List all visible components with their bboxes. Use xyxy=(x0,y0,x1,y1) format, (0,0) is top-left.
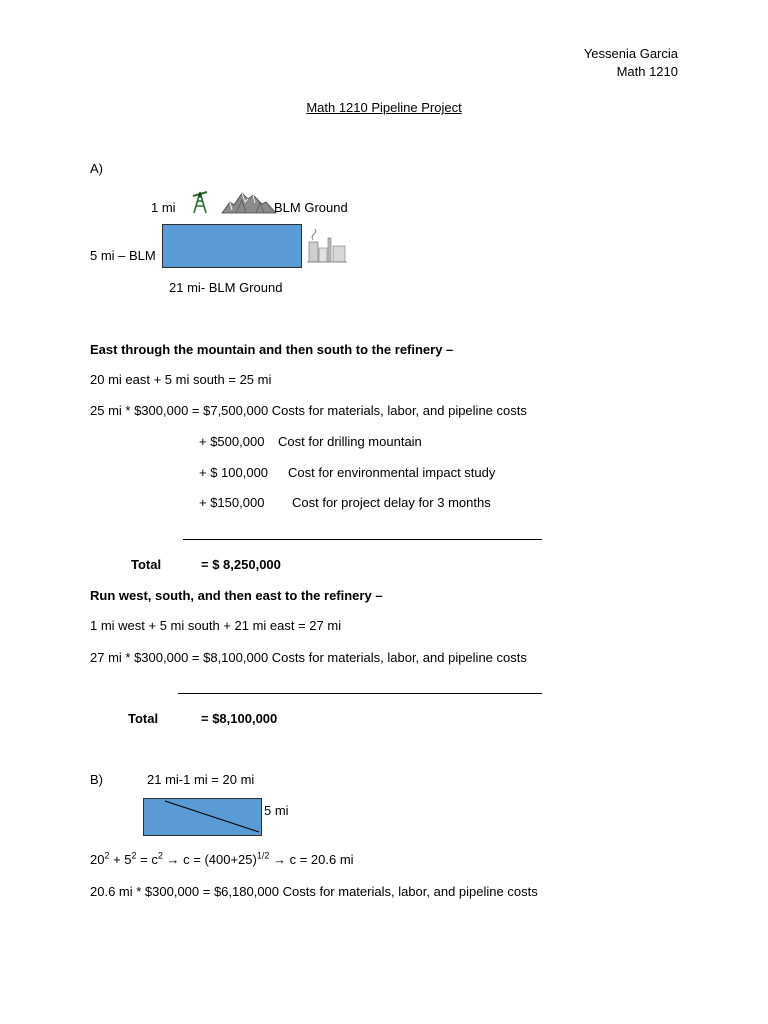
refinery-icon xyxy=(307,228,347,264)
eq-exponent: 2 xyxy=(131,850,137,861)
arrow-icon: → xyxy=(269,852,290,867)
land-map-rectangle xyxy=(162,224,302,268)
eq-term: 20 xyxy=(90,852,105,867)
extra-amount: + $500,000 xyxy=(199,434,265,449)
sum-divider xyxy=(183,539,542,540)
extra-description: Cost for project delay for 3 months xyxy=(292,495,491,510)
left-distance-label: 5 mi – BLM xyxy=(90,248,156,263)
sum-divider xyxy=(178,693,542,694)
part-a-label: A) xyxy=(90,161,103,176)
option2-heading: Run west, south, and then east to the refinery – xyxy=(90,588,383,603)
oil-rig-icon xyxy=(191,190,209,214)
extra-description: Cost for environmental impact study xyxy=(288,465,496,480)
option2-total-value: = $8,100,000 xyxy=(201,711,278,726)
option2-distance: 1 mi west + 5 mi south + 21 mi east = 27 mi xyxy=(90,618,342,633)
eq-result: c = 20.6 mi xyxy=(289,852,354,867)
eq-term: = c xyxy=(136,852,158,867)
option1-heading: East through the mountain and then south to the refinery – xyxy=(90,342,454,357)
blm-ground-top-label: BLM Ground xyxy=(274,200,348,215)
page-title: Math 1210 Pipeline Project xyxy=(306,100,462,115)
eq-exponent: 2 xyxy=(157,850,163,861)
option1-total-value: = $ 8,250,000 xyxy=(201,557,281,572)
extra-amount: + $150,000 xyxy=(199,495,265,510)
arrow-icon: → xyxy=(162,852,184,867)
option1-cost-line: 25 mi * $300,000 = $7,500,000 Costs for materials, labor, and pipeline costs xyxy=(90,403,527,418)
extra-description: Cost for drilling mountain xyxy=(278,434,422,449)
rectangle-side-label: 5 mi xyxy=(264,803,289,818)
extra-amount: + $ 100,000 xyxy=(199,465,269,480)
eq-exponent: 1/2 xyxy=(256,850,270,861)
option1-total-label: Total xyxy=(131,557,162,572)
part-b-subtraction: 21 mi-1 mi = 20 mi xyxy=(147,772,255,787)
bottom-distance-label: 21 mi- BLM Ground xyxy=(169,280,283,295)
part-b-cost-line: 20.6 mi * $300,000 = $6,180,000 Costs for materials, labor, and pipeline costs xyxy=(90,884,538,899)
option1-distance: 20 mi east + 5 mi south = 25 mi xyxy=(90,372,272,387)
eq-term: + 5 xyxy=(109,852,132,867)
top-distance-label: 1 mi xyxy=(151,200,176,215)
course-name: Math 1210 xyxy=(616,64,678,79)
eq-term: c = (400+25) xyxy=(183,852,257,867)
part-b-label: B) xyxy=(90,772,103,787)
option2-total-label: Total xyxy=(128,711,159,726)
pythagorean-equation xyxy=(90,852,354,867)
hypotenuse-line xyxy=(143,798,262,836)
author-name: Yessenia Garcia xyxy=(583,46,678,61)
option2-cost-line: 27 mi * $300,000 = $8,100,000 Costs for materials, labor, and pipeline costs xyxy=(90,650,527,665)
mountain-icon xyxy=(222,190,276,214)
eq-exponent: 2 xyxy=(104,850,110,861)
